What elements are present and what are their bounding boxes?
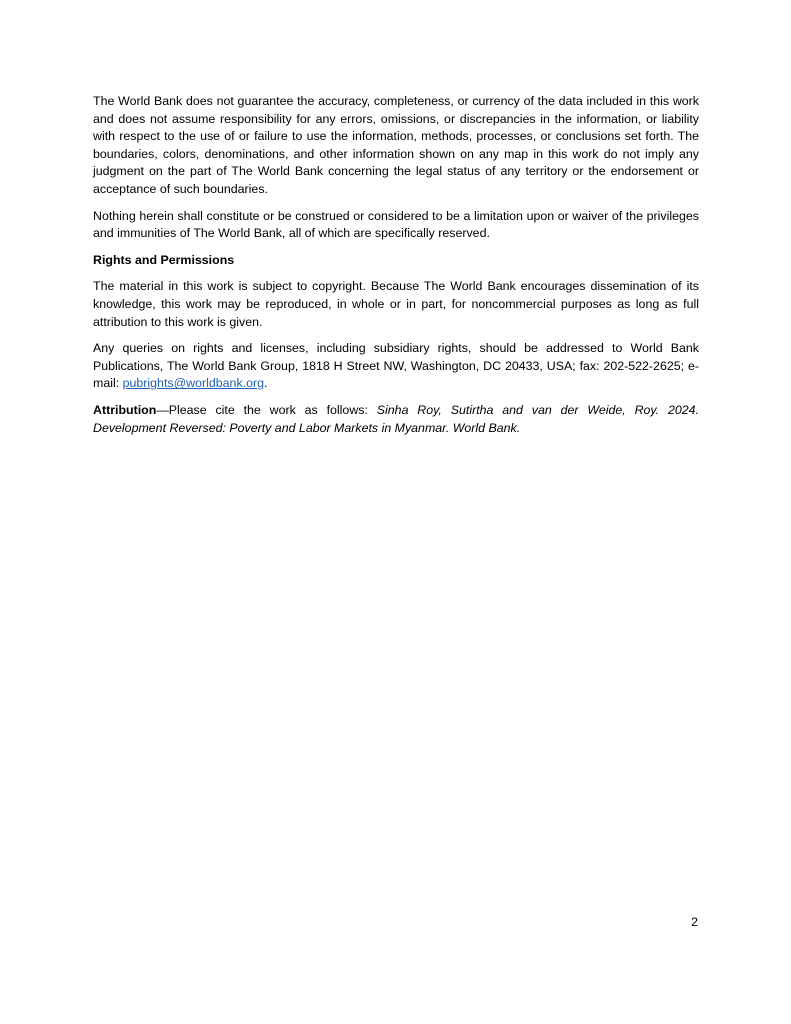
attribution-intro: —Please cite the work as follows:: [156, 402, 377, 417]
queries-text: Any queries on rights and licenses, including subsidiary rights, should be addressed to World Bank Publications, The World Bank Group, 1818 H Street NW, Washington, DC 20433, USA; fax: 202-522-2625; e-mail:: [93, 341, 699, 391]
copyright-paragraph: The material in this work is subject to copyright. Because The World Bank encourages dissemination of its knowledge, this work may be reproduced, in whole or in part, for noncommercial purposes as long as full attribution to this work is given.: [93, 279, 699, 329]
page-number: 2: [691, 915, 698, 929]
attribution-paragraph: [93, 402, 699, 437]
citation-text: Sinha Roy, Sutirtha and van der Weide, Roy. 2024. Development Reversed: Poverty and Labor Markets in Myanmar. World Bank.: [93, 402, 699, 435]
attribution-label: Attribution: [93, 402, 157, 417]
email-link[interactable]: pubrights@worldbank.org: [122, 376, 264, 391]
rights-heading: Rights and Permissions: [93, 252, 235, 267]
disclaimer-paragraph: The World Bank does not guarantee the accuracy, completeness, or currency of the data included in this work and does not assume responsibility for any errors, omissions, or discrepancies in the information, or liability with respect to the use of or failure to use the information, methods, processes, or conclusions set forth. The boundaries, colors, denominations, and other information shown on any map in this work do not imply any judgment on the part of The World Bank concerning the legal status of any territory or the endorsement or acceptance of such boundaries.: [93, 94, 699, 196]
queries-end: .: [264, 376, 268, 391]
immunities-paragraph: Nothing herein shall constitute or be construed or considered to be a limitation upon or waiver of the privileges and immunities of The World Bank, all of which are specifically reserved.: [93, 208, 699, 241]
page-content: [93, 93, 699, 446]
queries-paragraph: [93, 340, 699, 393]
